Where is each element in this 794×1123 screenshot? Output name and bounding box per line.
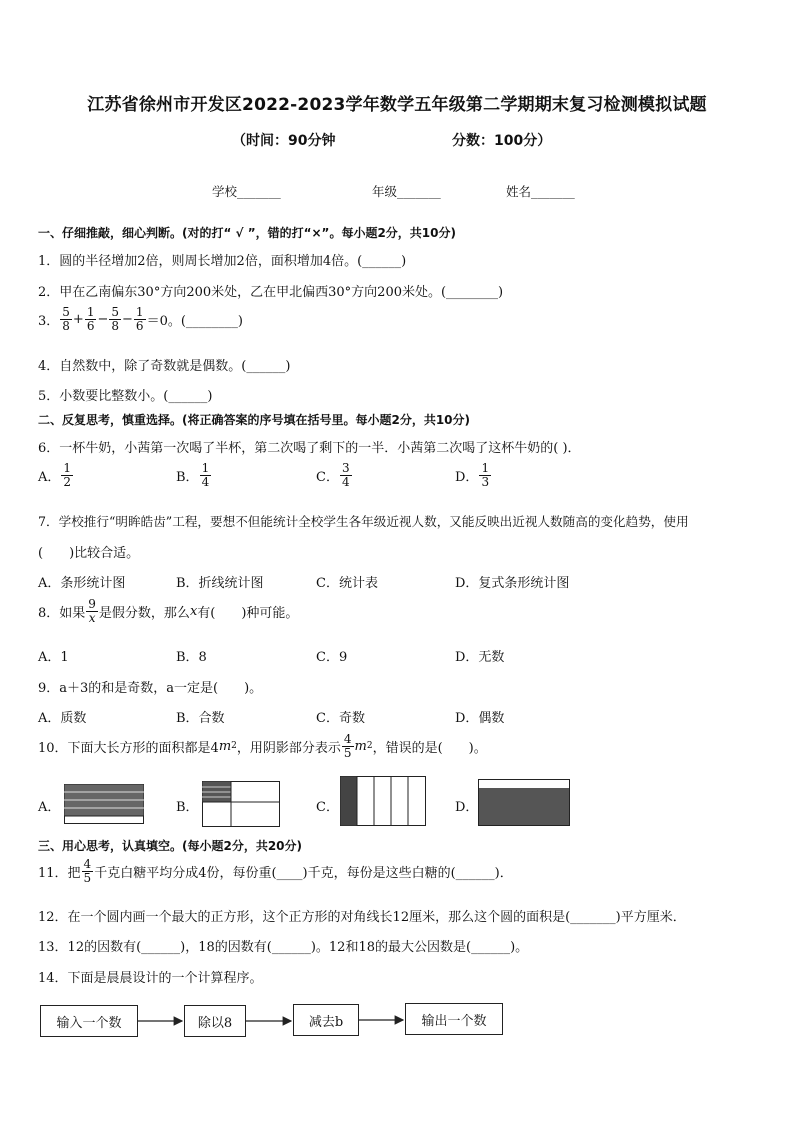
q6-option-b: B． $\frac{1}{4}$ xyxy=(176,461,210,489)
fraction: $\frac{1}{6}$ xyxy=(135,305,144,333)
question-11: 11．把 $\frac{4}{5}$ 千克白糖平均分成4份，每份重(____)千克，每份是这些白糖的(______)． xyxy=(38,857,513,885)
question-12: 12．在一个圆内画一个最大的正方形，这个正方形的对角线长12厘米，那么这个圆的面积是(_______)平方厘米． xyxy=(38,910,686,925)
exam-time: （时间：90分钟 xyxy=(232,133,336,149)
q6-option-d: D． $\frac{1}{3}$ xyxy=(455,461,490,489)
q10-option-c-label: C． xyxy=(316,800,339,815)
q7-option-d: D．复式条形统计图 xyxy=(455,576,570,591)
fraction: $\frac{5}{8}$ xyxy=(62,305,70,333)
fraction: $\frac{5}{8}$ xyxy=(111,305,120,333)
question-7-line-2: ( )比较合适。 xyxy=(38,546,140,561)
flow-input-box: 输入一个数 xyxy=(40,1005,138,1037)
flow-output-box: 输出一个数 xyxy=(405,1003,503,1035)
q8-option-a: A．1 xyxy=(38,650,69,665)
q9-option-b: B．合数 xyxy=(176,711,225,726)
question-8: 8．如果 $\frac{9}{x}$ 是假分数，那么 x 有( )种可能。 xyxy=(38,597,299,625)
page-title: 江苏省徐州市开发区2022-2023学年数学五年级第二学期期末复习检测模拟试题 xyxy=(87,95,707,115)
fraction: $\frac{1}{6}$ xyxy=(86,305,95,333)
fraction: $\frac{1}{2}$ xyxy=(63,461,72,489)
q3-suffix: ＝0。(________) xyxy=(146,313,243,329)
q8-option-d: D．无数 xyxy=(455,650,505,665)
q9-option-d: D．偶数 xyxy=(455,711,505,726)
exam-score: 分数：100分） xyxy=(452,133,552,149)
grade-field: 年级_______ xyxy=(372,184,441,199)
question-6: 6．一杯牛奶，小茜第一次喝了半杯，第二次喝了剩下的一半．小茜第二次喝了这杯牛奶的( )． xyxy=(38,441,581,456)
q8-option-b: B．8 xyxy=(176,650,207,665)
q3-prefix: 3． xyxy=(38,313,60,329)
question-9: 9．a＋3的和是奇数，a一定是( )。 xyxy=(38,681,263,696)
school-field: 学校_______ xyxy=(212,184,281,199)
q6-option-c: C． $\frac{3}{4}$ xyxy=(316,461,350,489)
section-1-heading: 一、仔细推敲，细心判断。(对的打“ √ ”，错的打“×”。每小题2分，共10分) xyxy=(38,226,456,240)
q10-option-b-label: B． xyxy=(176,800,199,815)
flow-subtract-box: 减去b xyxy=(293,1004,359,1036)
q9-option-c: C．奇数 xyxy=(316,711,365,726)
section-2-heading: 二、反复思考，慎重选择。(将正确答案的序号填在括号里。每小题2分，共10分) xyxy=(38,413,471,427)
flow-divide-box: 除以8 xyxy=(184,1005,246,1037)
fraction: $\frac{3}{4}$ xyxy=(341,461,350,489)
minus-operator: − xyxy=(97,311,109,327)
question-2: 2．甲在乙南偏东30°方向200米处，乙在甲北偏西30°方向200米处。(________) xyxy=(38,285,504,300)
question-10: 10．下面大长方形的面积都是4 m 2 ，用阴影部分表示 $\frac{4}{5}$ m 2 ，错误的是( )。 xyxy=(38,732,487,760)
question-14: 14．下面是晨晨设计的一个计算程序。 xyxy=(38,971,263,986)
question-13: 13．12的因数有(______)，18的因数有(______)。12和18的最大公因数是(______)。 xyxy=(38,940,529,955)
q7-option-b: B．折线统计图 xyxy=(176,576,264,591)
q7-option-c: C．统计表 xyxy=(316,576,378,591)
section-3-heading: 三、用心思考，认真填空。(每小题2分，共20分) xyxy=(38,839,303,853)
question-4: 4．自然数中，除了奇数就是偶数。(______) xyxy=(38,359,291,374)
q7-option-a: A．条形统计图 xyxy=(38,576,126,591)
fraction: $\frac{9}{x}$ xyxy=(88,597,96,625)
q10-option-a-label: A． xyxy=(38,800,61,815)
fraction: $\frac{1}{4}$ xyxy=(201,461,210,489)
fraction: $\frac{4}{5}$ xyxy=(83,857,92,885)
q9-option-a: A．质数 xyxy=(38,711,87,726)
question-1: 1．圆的半径增加2倍，则周长增加2倍，面积增加4倍。(______) xyxy=(38,254,407,269)
minus-operator: − xyxy=(122,311,133,327)
q8-option-c: C．9 xyxy=(316,650,348,665)
fraction: $\frac{4}{5}$ xyxy=(343,732,352,760)
plus-operator: + xyxy=(72,311,84,327)
fraction: $\frac{1}{3}$ xyxy=(481,461,490,489)
q6-option-a: A． $\frac{1}{2}$ xyxy=(38,461,72,489)
q10-option-d-label: D． xyxy=(455,800,479,815)
name-field: 姓名_______ xyxy=(506,184,575,199)
question-7-line-1: 7．学校推行“明眸皓齿”工程，要想不但能统计全校学生各年级近视人数，又能反映出近视人数随高的变化趋势，使用 xyxy=(38,514,689,529)
question-5: 5．小数要比整数小。(______) xyxy=(38,389,213,404)
